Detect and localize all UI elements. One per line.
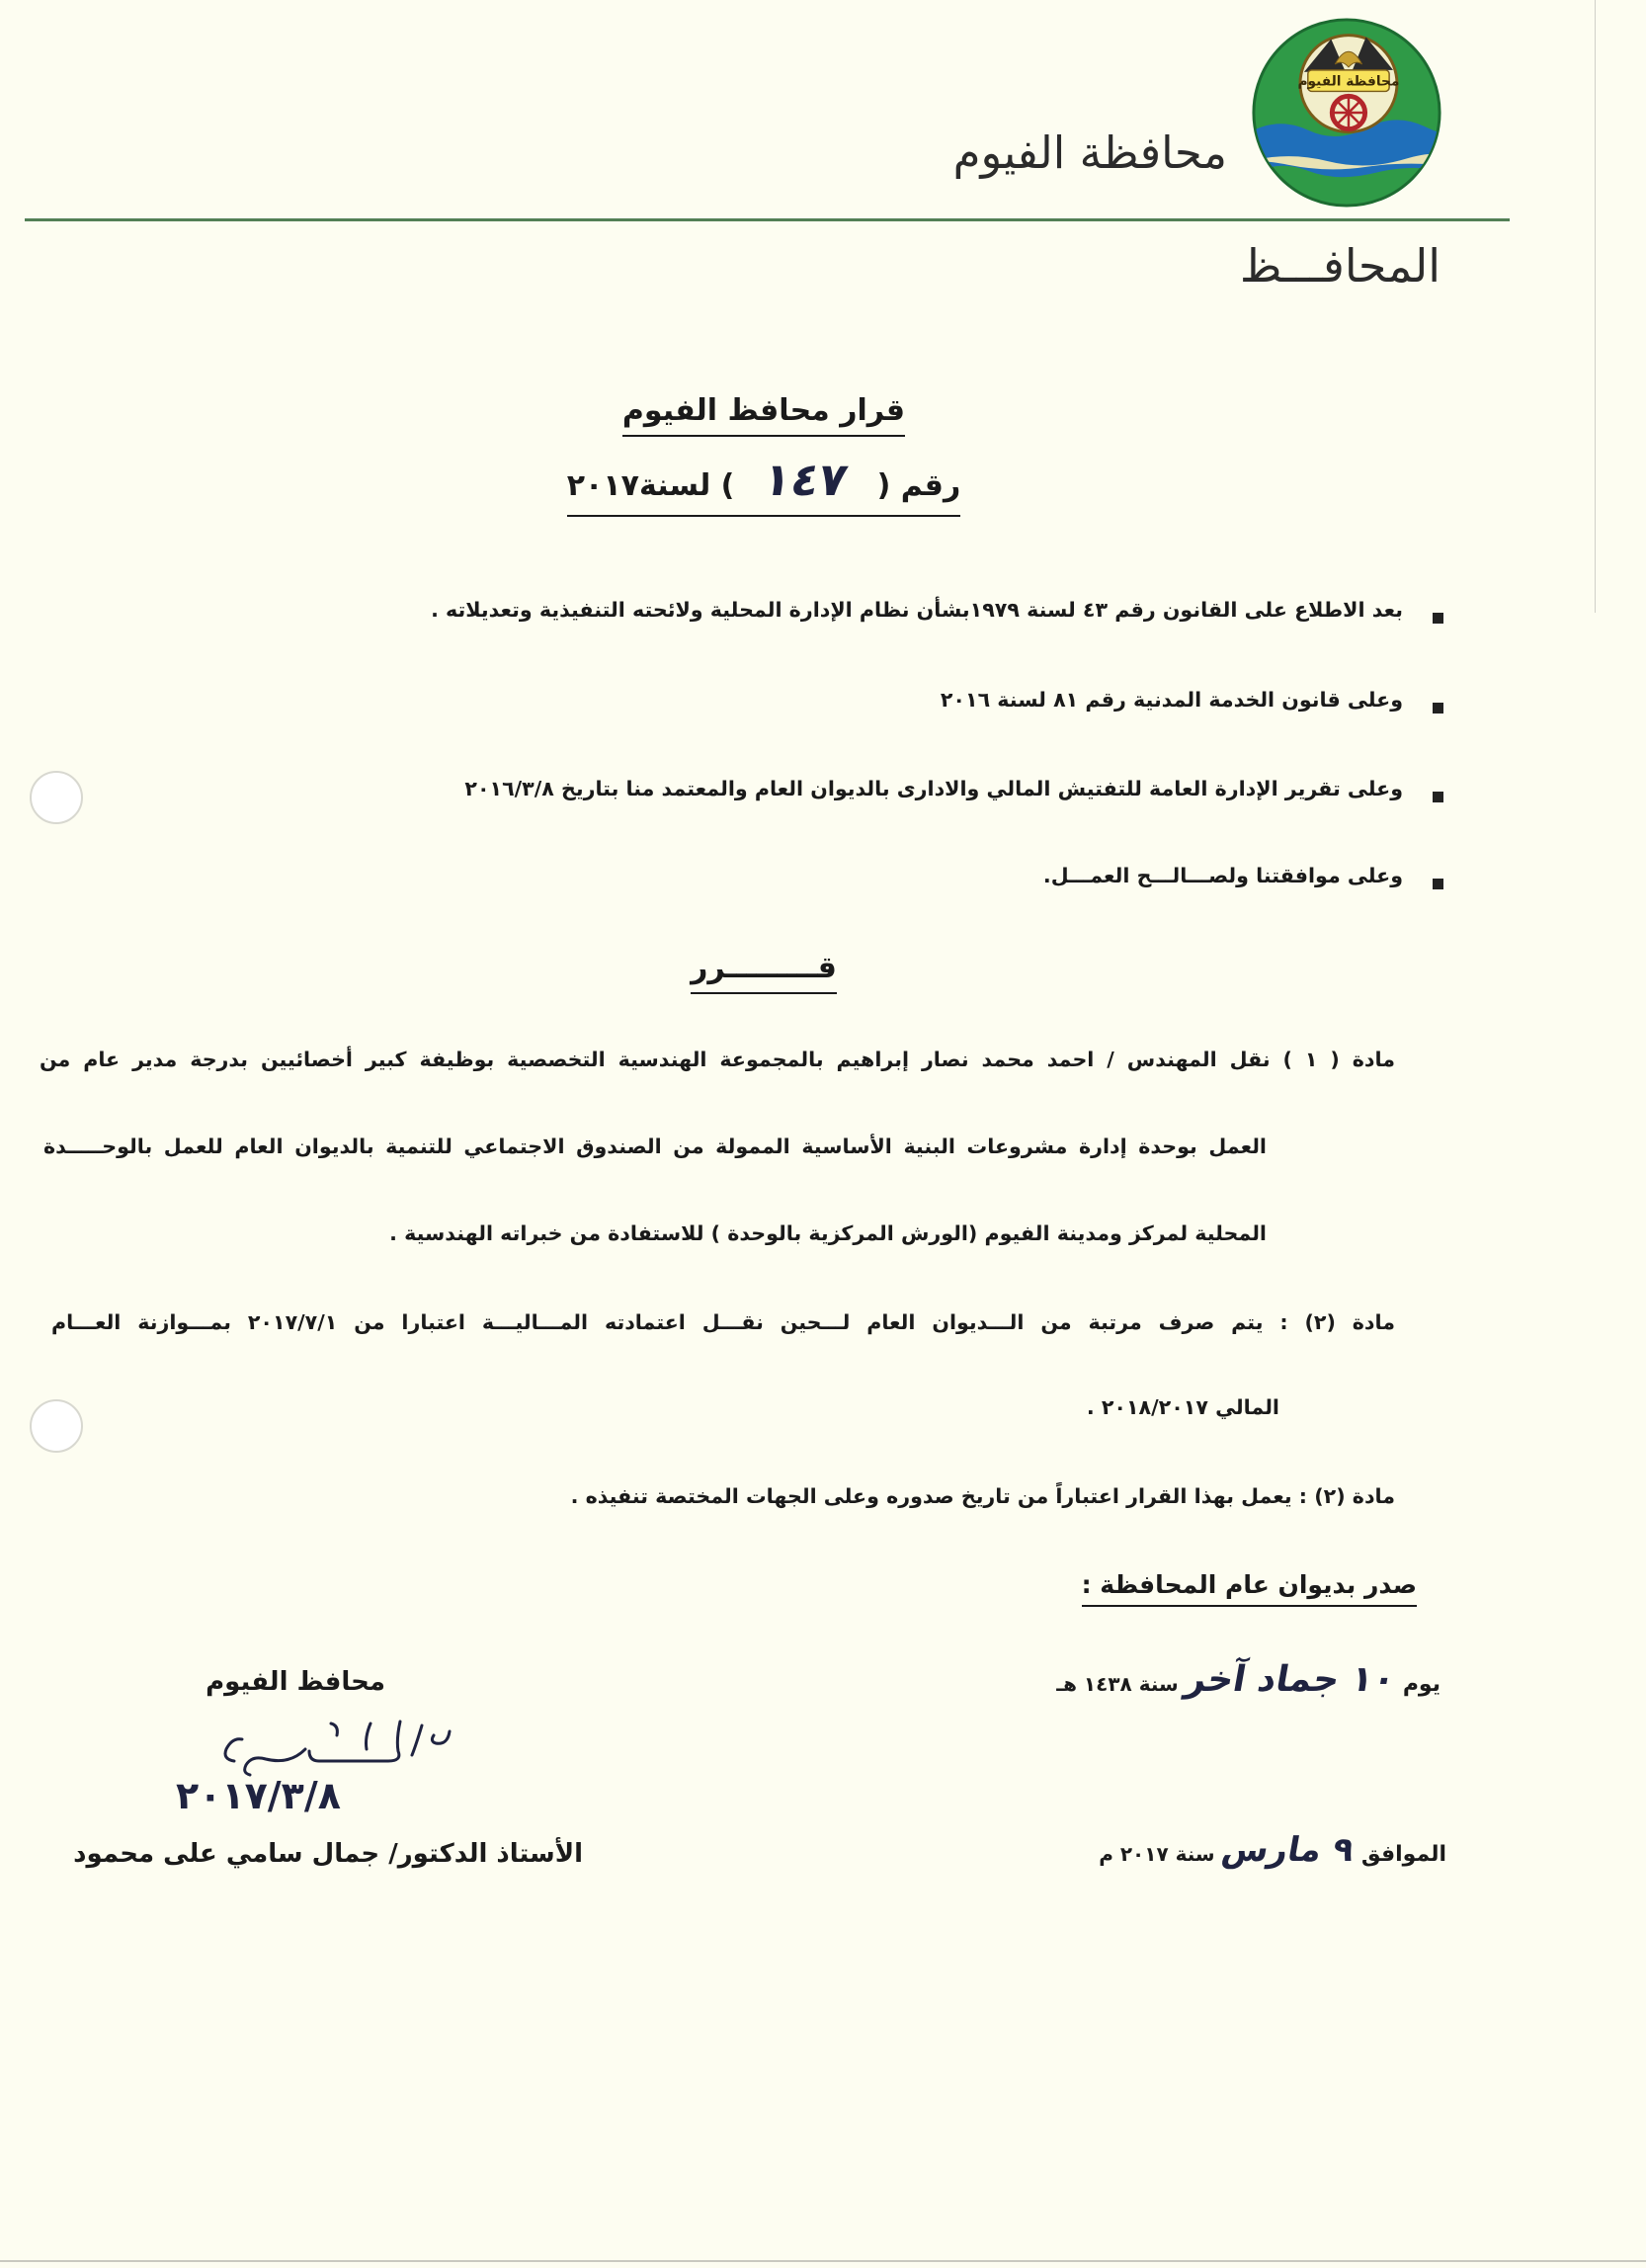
logo-lettering: محافظة الفيوم (1297, 73, 1400, 90)
binder-hole-upper (30, 771, 83, 824)
page-edge-bottom (0, 2260, 1646, 2262)
bullet-marker (1433, 703, 1443, 714)
hijri-handwritten: ١٠ جماد آخر (1182, 1659, 1399, 1700)
signature-date: ٢٠١٧/٣/٨ (176, 1774, 341, 1817)
hijri-date (988, 1654, 1440, 1706)
governorate-logo (1247, 16, 1446, 210)
gregorian-suffix: سنة ٢٠١٧ م (1099, 1842, 1215, 1866)
bullet-marker (1433, 613, 1443, 624)
preamble-item: بعد الاطلاع على القانون رقم ٤٣ لسنة ١٩٧٩بشأن نظام الإدارة المحلية ولائحته التنفيذية وتعديلاته . (431, 598, 1403, 622)
page-edge-right (1595, 0, 1596, 613)
decree-number-suffix: ) لسنة٢٠١٧ (566, 468, 735, 503)
hijri-prefix: يوم (1402, 1672, 1440, 1697)
bullet-marker (1433, 792, 1443, 802)
article-1-line-3: المحلية لمركز ومدينة الفيوم (الورش المركزية بالوحدة ) للاستفادة من خبراته الهندسية . (389, 1221, 1267, 1245)
article-2-line-2: المالي ٢٠١٨/٢٠١٧ . (1086, 1395, 1279, 1419)
issuance-label (1067, 1567, 1417, 1607)
signatory-name: الأستاذ الدكتور/ جمال سامي على محمود (73, 1839, 583, 1869)
gregorian-date (988, 1826, 1446, 1875)
decision-heading (616, 947, 912, 994)
gregorian-handwritten: ٩ مارس (1218, 1830, 1358, 1870)
logo-wheel-spokes (1332, 96, 1364, 128)
governorate-name: محافظة الفيوم (952, 126, 1227, 179)
decree-number-line (534, 447, 994, 517)
article-2-line-1: مادة (٢) : يتم صرف مرتبة من الـــديوان العام لـــحين نقـــل اعتمادته المـــاليـــة اعتبارا من ٢٠١٧/٧/١ بمـــوازنة العـــام (51, 1310, 1395, 1334)
binder-hole-lower (30, 1399, 83, 1453)
preamble-item: وعلى قانون الخدمة المدنية رقم ٨١ لسنة ٢٠١٦ (940, 688, 1403, 712)
office-title: المحافـــظ (1239, 239, 1440, 293)
signatory-title: محافظ الفيوم (206, 1667, 385, 1697)
decree-heading-text: قرار محافظ الفيوم (622, 389, 905, 437)
preamble-item: وعلى تقرير الإدارة العامة للتفتيش المالي والادارى بالديوان العام والمعتمد منا بتاريخ ٢٠١٦/٣/٨ (464, 777, 1403, 800)
decree-number-underline (567, 447, 960, 517)
decree-heading (593, 389, 935, 437)
bullet-marker (1433, 879, 1443, 889)
article-1-line-1: مادة ( ١ ) نقل المهندس / احمد محمد نصار إبراهيم بالمجموعة الهندسية التخصصية بوظيفة كبير أخصائيين بدرجة مدير عام من (40, 1048, 1395, 1071)
decree-number: ١٤٧ (759, 453, 853, 506)
article-1-line-2: العمل بوحدة إدارة مشروعات البنية الأساسية الممولة من الصندوق الاجتماعي للتنمية بالديوان العام للعمل بالوحـــــدة (43, 1134, 1267, 1158)
gregorian-prefix: الموافق (1360, 1842, 1446, 1867)
hijri-suffix: سنة ١٤٣٨ هـ (1056, 1672, 1179, 1696)
decision-heading-text: قـــــــــرر (691, 947, 837, 994)
preamble-item: وعلى موافقتنا ولصـــالـــح العمـــل. (1042, 864, 1403, 887)
article-3-line-1: مادة (٢) : يعمل بهذا القرار اعتباراً من تاريخ صدوره وعلى الجهات المختصة تنفيذه . (570, 1484, 1395, 1508)
header-rule (25, 218, 1510, 221)
decree-number-prefix: رقم ( (876, 468, 961, 503)
issuance-label-text: صدر بديوان عام المحافظة : (1082, 1567, 1417, 1607)
